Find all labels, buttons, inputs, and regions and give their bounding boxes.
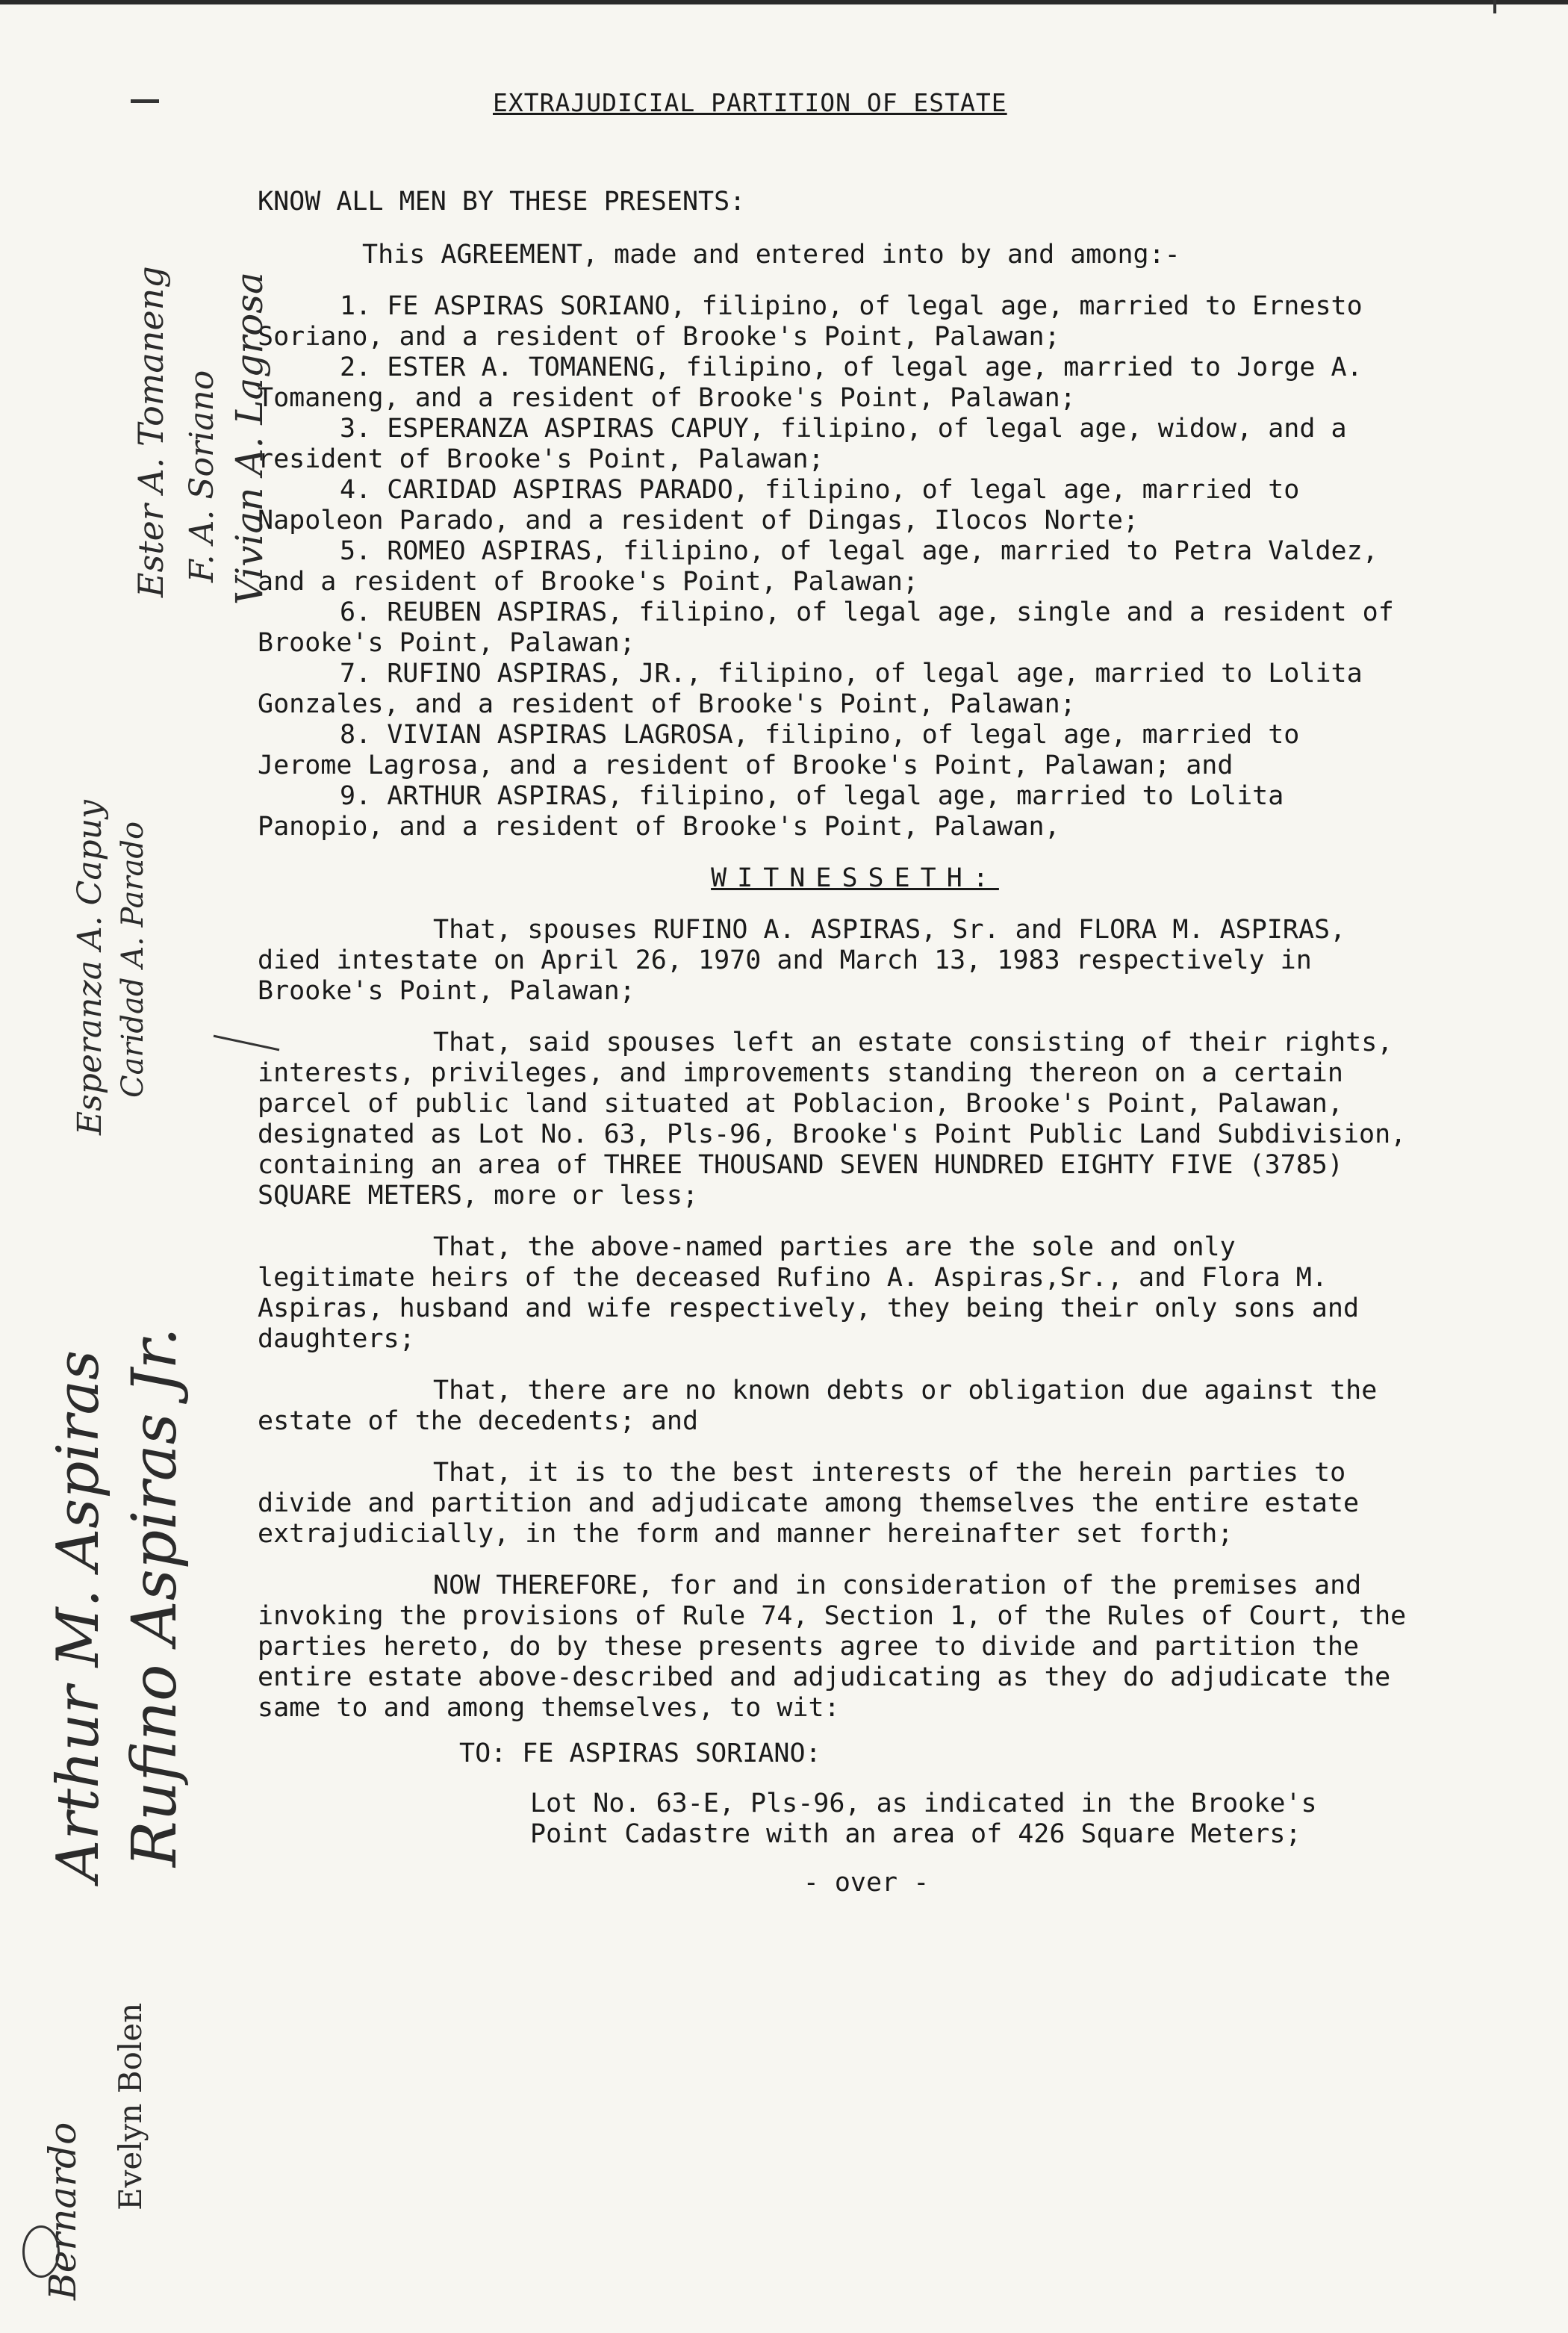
handwritten-name: Evelyn Bolen [112, 2002, 149, 2211]
paragraph: That, there are no known debts or obligation due against the estate of the decedents; and [258, 1376, 1393, 1436]
salutation: KNOW ALL MEN BY THESE PRESENTS: [258, 187, 746, 217]
handwritten-signature: F. A. Soriano [183, 370, 221, 583]
paragraph: That, the above-named parties are the sole and only legitimate heirs of the deceased Rufino A. Aspiras,Sr., and Flora M. Aspiras, husband and wife respectively, they being their only sons and daughters; [258, 1232, 1375, 1354]
adjudication-recipient: TO: FE ASPIRAS SORIANO: [459, 1739, 821, 1768]
document-body [258, 187, 1422, 1898]
party-item: 1. FE ASPIRAS SORIANO, filipino, of legal age, married to Ernesto Soriano, and a resident of Brooke's Point, Palawan; [258, 291, 1363, 352]
party-item: 8. VIVIAN ASPIRAS LAGROSA, filipino, of legal age, married to Jerome Lagrosa, and a resident of Brooke's Point, Palawan; and [258, 720, 1300, 780]
paragraph: That, it is to the best interests of the herein parties to divide and partition and adjudicate among themselves the entire estate extrajudicially, in the form and manner hereinafter set forth; [258, 1458, 1375, 1549]
initial-circle [22, 2225, 60, 2278]
over-marker: - over - [803, 1868, 930, 1898]
lot-description: Lot No. 63-E, Pls-96, as indicated in the Brooke's Point Cadastre with an area of 426 Square Meters; [530, 1789, 1333, 1849]
party-item: 7. RUFINO ASPIRAS, JR., filipino, of legal age, married to Lolita Gonzales, and a resident of Brooke's Point, Palawan; [258, 659, 1363, 719]
party-item: 2. ESTER A. TOMANENG, filipino, of legal age, married to Jorge A. Tomaneng, and a resident of Brooke's Point, Palawan; [258, 352, 1363, 413]
handwritten-signature: Rufino Aspiras Jr. [119, 1327, 190, 1867]
witnesseth-heading: WITNESSETH: [711, 863, 999, 893]
party-item: 3. ESPERANZA ASPIRAS CAPUY, filipino, of legal age, widow, and a resident of Brooke's Point, Palawan; [258, 414, 1347, 474]
handwritten-signature: Caridad A. Parado [116, 821, 150, 1098]
intro-line: This AGREEMENT, made and entered into by and among:- [362, 240, 1180, 270]
handwritten-signature: Esperanza A. Capuy [71, 800, 109, 1135]
handwritten-signature: Bernardo [41, 2122, 84, 2300]
party-item: 6. REUBEN ASPIRAS, filipino, of legal age, single and a resident of Brooke's Point, Palawan; [258, 597, 1394, 658]
top-border [0, 0, 1568, 4]
paragraph: That, said spouses left an estate consisting of their rights, interests, privileges, and improvements standing thereon on a certain parcel of public land situated at Poblacion, Brooke's Point, Palawan, designated as Lot No. 63, Pls-96, Brooke's Point Public Land Subdivision, containing an area of THREE THOUSAND SEVEN HUNDRED EIGHTY FIVE (3785) SQUARE METERS, more or less; [258, 1028, 1422, 1211]
handwritten-signature: Vivian A. Lagrosa [228, 272, 271, 605]
party-item: 4. CARIDAD ASPIRAS PARADO, filipino, of legal age, married to Napoleon Parado, and a resident of Dingas, Ilocos Norte; [258, 475, 1300, 535]
handwritten-signature: Arthur M. Aspiras [45, 1349, 112, 1882]
party-item: 9. ARTHUR ASPIRAS, filipino, of legal age, married to Lolita Panopio, and a resident of Brooke's Point, Palawan, [258, 781, 1284, 842]
parties-list [258, 291, 1407, 842]
stray-mark [1493, 0, 1496, 13]
document-title: EXTRAJUDICIAL PARTITION OF ESTATE [493, 88, 1007, 117]
stray-mark [131, 99, 159, 103]
party-item: 5. ROMEO ASPIRAS, filipino, of legal age, married to Petra Valdez, and a resident of Brooke's Point, Palawan; [258, 536, 1378, 597]
paragraph: NOW THEREFORE, for and in consideration of the premises and invoking the provisions of Rule 74, Section 1, of the Rules of Court, the parties hereto, do by these presents agree to divide and partition the entire estate above-described and adjudicating as they do adjudicate the same to and among themselves, to wit: [258, 1571, 1422, 1723]
handwritten-signature: Ester A. Tomaneng [131, 266, 171, 597]
paragraph: That, spouses RUFINO A. ASPIRAS, Sr. and FLORA M. ASPIRAS, died intestate on April 26, 1970 and March 13, 1983 respectively in Brooke's Point, Palawan; [258, 915, 1362, 1006]
